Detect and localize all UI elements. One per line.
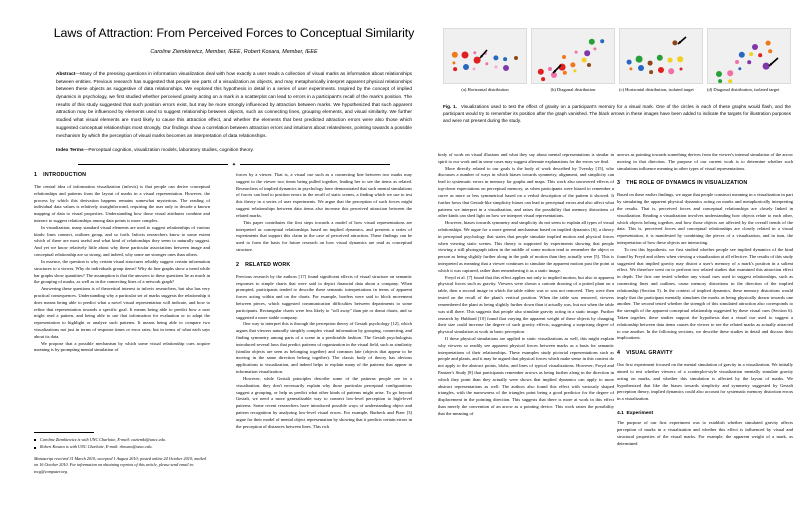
panel-caption-b: (b) Diagonal distribution bbox=[550, 87, 596, 92]
index-terms bbox=[56, 147, 412, 155]
footnote-rule bbox=[34, 432, 94, 433]
author-list: Caroline Ziemkiewicz, Member, IEEE, Robert Kosara, Member, IEEE bbox=[150, 49, 318, 56]
paragraph: However, while Gestalt principles describe some of the patterns people see in a visualization, they don't necessarily explain why those particular perceptual configurations suggest a grouping, or help us predict what other kinds of patterns might arise. To go beyond Gestalt, we need a more generalizable way to connect low-level perception to high-level patterns. Some recent researchers have introduced possible ways of understanding object and pattern recognition by analyzing low-level visual errors. For example, Burbeck and Pizer [3] argue for their model of mental object representation by showing that it predicts certain errors in the perception of distances between lines. This rich bbox=[236, 375, 412, 429]
title-block bbox=[38, 26, 430, 55]
heading-related-work bbox=[236, 262, 412, 270]
paragraph: Freyd et al. [7] found that this effect applies not only to implied motion, but also to apparent physical forces such as gravity. Viewers were shown a cartoon drawing of a potted plant on a table, then a second image in which the table either was or was not removed. They were then tested on the recall of the plant's vertical position. When the table was removed, viewers remembered the plant as being slightly further down than it actually was, but not when the table was still there. This suggests that people also simulate gravity acting in a static image. Further research by Hubbard [10] found that varying the apparent weight of these objects by changing their size could increase the degree of such gravity effects, suggesting a surprising degree of physical simulation at work in basic perception. bbox=[438, 274, 614, 335]
heading-text: Experiment bbox=[626, 411, 654, 417]
figure-caption bbox=[443, 103, 791, 125]
index-terms-label: Index Terms bbox=[56, 148, 84, 154]
body-column-4 bbox=[617, 152, 793, 510]
scatterplot-panel-a bbox=[443, 28, 527, 84]
heading-number: 4.1 bbox=[617, 411, 624, 417]
paragraph: This paper contributes the first steps towards a model of how visual representations are interpreted as conceptual relationships based on implied dynamics, and presents a series of experiments that support this claim in the case of perceived attraction. These findings can be used to form the basis for future research on how visual dynamics are read as conceptual structure. bbox=[236, 219, 412, 252]
target-arrow-icon bbox=[620, 29, 703, 84]
paragraph: The central idea of information visualization (infovis) is that people can derive conceptual relationships and patterns from the layout of marks in a visual representation. However, the process by which this derivation happens remains somewhat mysterious. The reading of individual data values is relatively straightforward, requiring the user only to decode a known mapping of data to visual properties. Understanding how those visual attributes combine and interact to suggest relationships among data points is more complex. bbox=[34, 183, 210, 223]
paragraph: If these physical simulations are applied to static visualizations as well, this might explain why viewers so readily see apparent physical forces between marks as a basis for semantic interpretations of their relationships. These examples study pictorial representations such as people and plants, and it may be argued that physical forces which make sense in this context do not apply to the abstract points, blobs, and lines of typical visualizations. However, Freyd and Pantzer's Study [8] that participants remember arrows as being further along in the direction in which they point than they actually were shows that implied dynamics can apply to more abstract representations as well. The authors also found this effect with variously shaped triangles, with the narrowness of the triangles point being a good predictor for the degree of displacement in the pointing direction. This suggests that there is more at work in this effect than merely the convention of an arrow as a pointing device. This work raises the possibility that the meaning of bbox=[438, 335, 614, 416]
heading-number: 2 bbox=[236, 261, 240, 268]
paragraph: Based on these earlier findings, we argue that people construct meaning in a visualization in part by simulating the apparent physical dynamics acting on marks and metaphorically interpreting the results. That is, perceived forces and conceptual relationships are closely linked in visualization. Reading a visualization involves understanding how objects relate to each other, which objects belong together, and how those objects are affected by the overall trends of the data. This is, perceived forces and conceptual relationships are closely related in a visual representation, it is manifested by combining the pieces of a visualization, and in turn, the interpretation of how these objects are interacting. bbox=[617, 192, 793, 246]
paragraph: body of work on visual illusions and what they say about mental representations is similar in spirit to our work and in some cases may suggest alternate explanations for the errors we find. bbox=[438, 152, 614, 164]
paragraph: Our first experiment focused on the mental simulation of gravity in a visualization. We initially aimed to test whether viewers of a scatterplot-style visualization mentally simulate gravity acting on marks, and whether this simulation is affected by the layout of marks. We hypothesized that like the biases towards simplicity and symmetry suggested by Gestalt perception theory, implied dynamics could also account for systematic memory distortion errors in a visualization. bbox=[617, 362, 793, 402]
paragraph: One way to interpret this is through the perception theory of Gestalt psychology [12], which argues that viewers naturally simplify complex visual information by grouping, connecting, and finding symmetry among parts of a scene in a predictable fashion. The Gestalt psychologists introduced several laws that predict patterns of organization in the visual field, such as similarity (similar objects are seen as belonging together) and common fate (objects that appear to be moving in the same direction belong together). The classic body of theory has obvious applications to visualization, and indeed helps to explain many of the patterns that appear in information visualization. bbox=[236, 321, 412, 375]
heading-text: VISUAL GRAVITY bbox=[626, 350, 673, 357]
scatterplot-panel-b bbox=[531, 28, 615, 84]
figure-panel-captions bbox=[443, 87, 791, 94]
heading-text: INTRODUCTION bbox=[43, 172, 87, 178]
target-arrow-icon bbox=[708, 29, 791, 84]
paragraph: forces by a viewer. That is, a visual cue such as a connecting line between two marks may suggest to the viewer two items being pulled together, leading her to see the items as related. Researchers of implied dynamics in psychology have demonstrated that such mental simulations of forces can lead to position errors in the recall of static scenes, a finding which we use to test this theory in a series of user experiments. We argue that the perception of such forces might suggest relationships between data items also increase this perceived attraction between the related marks. bbox=[236, 172, 412, 218]
paragraph: Answering these questions is of theoretical interest to infovis researchers, but also has very practical consequences. Understanding why a particular set of marks suggests the relationship it does means being able to predict what a novel visual representation will indicate, and how to refine that representation towards a specific goal. It means being able to predict how a user might read a pattern, and being able to use that information for evaluation or to adapt the representation to highlight or analyze such patterns. It means being able to compare two visualizations not just in terms of response times or error rates, but in terms of what each says about its data. bbox=[34, 286, 210, 339]
paragraph: Previous research by the authors [17] found significant effects of visual structure on semantic responses to simple charts that were said to depict financial data about a company. When prompted, participants tended to describe these semantic interpretations in terms of apparent forces acting within and on the charts. For example, borders were said to block movement between pieces, which suggested communication difficulties between departments to some participants. Rectangular charts were less likely to "roll away" than pie or donut charts, and so suggested a more stable company. bbox=[236, 273, 412, 320]
paragraph: In essence, the question is why certain visual structures reliably suggest certain information structures to a viewer. Why do individuals group items? Why do line graphs show a trend while bar graphs show quantities? The assumption is that the answers to these questions lie as much in the grouping of marks, as well as in the connecting lines of a network graph? bbox=[34, 258, 210, 285]
abstract-body: —Many of the pressing questions in information visualization deal with how exactly a user reads a collection of visual marks as information about relationships between entities. Previous research has suggested that people see parts of a visualization as objects, and may metaphorically interpret apparent physical relationships between these objects as suggestive of data relationships. We explored this hypothesis in detail in a series of user experiments. Inspired by the concept of implied dynamics in psychology, we first studied whether perceived gravity acting on a mark in a scatterplot can lead to errors in a participant's recall of the mark's position. The results of this study suggested that such position errors exist, but may be more strongly influenced by attraction between marks. We hypothesized that such apparent attraction may be influenced by elements used to suggest relationship between objects, such as connecting lines, grouping elements, and visual similarity. We further studied what visual elements are most likely to cause this attraction effect, and whether the elements that best predicted attraction errors were also those which suggested conceptual relationships most strongly. Our findings show a correlation between attraction errors and intuitions about relatedness, pointing towards a possible mechanism by which the perception of visual marks becomes an interpretation of data relationships. bbox=[56, 72, 412, 139]
heading-number: 4 bbox=[617, 350, 621, 357]
abstract-block bbox=[56, 71, 412, 155]
figure-caption-text: Visualizations used to test the effect of gravity on a participant's memory for a visual mark. One of the circles in each of these graphs would flash, and the participant would try to remember its position after the graph vanished. The black arrows in these images have been added to indicate the targets for illustration purposes and were not present during the study. bbox=[443, 103, 791, 124]
figure-caption-label: Fig. 1. bbox=[443, 103, 457, 109]
body-column-2 bbox=[236, 172, 412, 510]
target-arrow-icon bbox=[532, 29, 615, 84]
heading-experiment bbox=[617, 410, 793, 417]
scatterplot-panel-d bbox=[707, 28, 791, 84]
heading-text: THE ROLE OF DYNAMICS IN VISUALIZATION bbox=[626, 180, 748, 187]
paragraph: However, biases towards symmetry and simplicity do not seem to explain all types of visual relationships. We argue for a more general mechanism based on implied dynamics [6], a theory in perceptual psychology that states that people simulate implied motion and physical forces when viewing static scenes. This theory is supported by experiments showing that people viewing a still photograph taken in the middle of some motion tend to remember the object or person as being slightly further along in the path of motion than they actually were [5]. This is interpreted as meaning that a viewer continues to simulate the apparent motion past the point at which it was captured, rather than remembering it as a static image. bbox=[438, 220, 614, 273]
panel-caption-d: (d) Diagonal distribution, isolated target bbox=[707, 87, 780, 92]
body-column-1 bbox=[34, 172, 210, 422]
heading-number: 1 bbox=[34, 172, 38, 178]
heading-number: 3 bbox=[617, 180, 621, 187]
figure-panels bbox=[443, 28, 791, 84]
footnote-author-1: Caroline Ziemkiewicz is with UNC Charlotte, E-mail: caziemki@uncc.edu. bbox=[34, 437, 210, 443]
abstract-paragraph bbox=[56, 71, 412, 140]
heading-introduction bbox=[34, 172, 210, 180]
paragraph: The purpose of our first experiment was to establish whether simulated gravity affects perception of marks in a visualization and whether this effect is influenced by visual and structural properties of the visual marks. For example, the apparent weight of a mark, as determined bbox=[617, 420, 793, 446]
paragraph: More directly related to our goals is the body of work described by Tversky [15], who discusses a number of ways in which biases towards symmetry, alignment, and simplicity can lead to systematic errors in memory for graphs and maps. This work also uncovered effects of top-down expectations on perceptual memory, as when participants were biased to remember a curve as more or less symmetrical based on a verbal description of the pattern it showed. It further hows that Gestalt-like simplicity biases can lead to perceptual errors and also affect what patterns we interpret in a visualization, and raises the possibility that memory distortions of other kinds can shed light on how we interpret visual representations. bbox=[438, 165, 614, 219]
footnote-author-2: Robert Kosara is with UNC Charlotte, E-mail: rkosara@uncc.edu. bbox=[34, 444, 210, 450]
paragraph: In visualization, many standard visual elements are used to suggest relationships of various kinds: lines connect, outlines group, and so forth. Infovis researchers know to some extent which of these are most useful and what kind of relationships they seem to naturally suggest. And yet we know relatively little about why these particular associations between image and conceptual relationship are so strong, and indeed, why some are stronger ones than others. bbox=[34, 224, 210, 258]
index-terms-body: —Perceptual cognition, visualization models, laboratory studies, cognition theory. bbox=[83, 148, 254, 154]
panel-caption-c: (c) Horizontal distribution, isolated target bbox=[619, 87, 694, 92]
heading-role-of-dynamics bbox=[617, 180, 793, 188]
paragraph: arrows as pointing towards something derives from the viewer's internal simulation of the arrow moving in that direction. The purpose of our current work is to determine whether such simulations influence meaning in other types of visual representations. bbox=[617, 152, 793, 171]
body-column-3 bbox=[438, 152, 614, 510]
heading-text: RELATED WORK bbox=[245, 261, 291, 268]
footnote-block bbox=[34, 432, 210, 475]
paragraph: To test this hypothesis, we first studied whether people see implied dynamics of the kind found by Freyd and others when viewing a visualization at all effective. The results of this study suggested that implied gravity may distort a user's memory of a mark's position in a salient effect. We therefore went on to perform two related studies that examined this attraction effect in depth. The first one tested whether any visual cues used to suggest relationships, such as connecting lines and outlines, cause memory distortions in the direction of the implied relationship (Section 5). In the context of implied dynamics, these memory distortions would imply that the participant mentally simulates the marks as being physically drawn towards one another. The second tested whether the strength of this simulated attraction also corresponds to the strength of the apparent conceptual relationship suggested by these visual cues (Section 6). Taken together, these studies support the hypothesis that a visual cue used to suggest a relationship between data items causes the viewer to see the related marks as actually attracted to one another. In the following sections, we describe these studies in detail and discuss their implications. bbox=[617, 246, 793, 341]
panel-caption-a: (a) Horizontal distribution bbox=[461, 87, 509, 92]
heading-visual-gravity bbox=[617, 350, 793, 358]
figure-1 bbox=[443, 28, 791, 125]
section-divider: ✦ bbox=[56, 163, 412, 168]
footnote-manuscript-note: Manuscript received 31 March 2010; accepted 1 August 2010; posted online 24 October 2010; mailed on 16 October 2010. For information on obtaining reprints of this article, please send email to: tvcg@computer.org. bbox=[34, 455, 206, 474]
paragraph: We propose that a possible mechanism by which some visual relationship cues acquire meaning is by prompting mental simulation of bbox=[34, 340, 210, 353]
page-title: Laws of Attraction: From Perceived Forces to Conceptual Similarity bbox=[53, 26, 415, 40]
target-arrow-icon bbox=[444, 29, 527, 84]
scatterplot-panel-c bbox=[619, 28, 703, 84]
abstract-label: Abstract bbox=[56, 72, 76, 77]
